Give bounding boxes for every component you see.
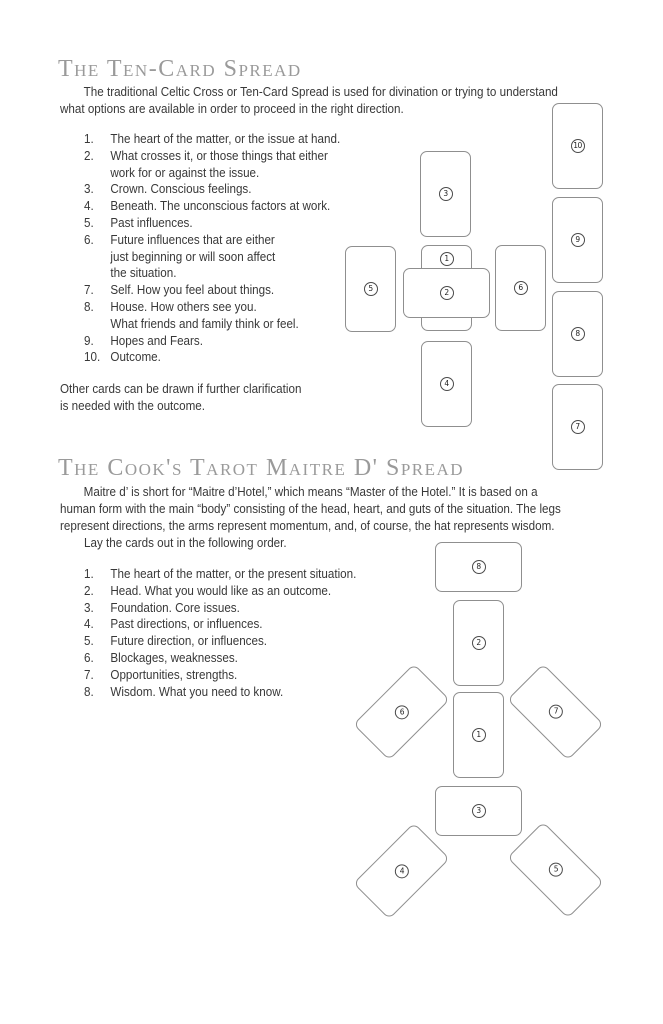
text-line: Wisdom. What you need to know. <box>110 683 284 699</box>
spread2-card-3 <box>435 786 522 836</box>
list-item-number: 6. <box>84 231 94 247</box>
list-item-number: 4. <box>84 198 94 214</box>
text-line: what options are available in order to proceed in the right direction. <box>60 100 404 116</box>
list-item-number: 2. <box>84 582 94 598</box>
text-line: Past directions, or influences. <box>110 616 263 632</box>
text-line: Blockages, weaknesses. <box>110 649 238 665</box>
text-line: Future influences that are either <box>110 231 275 247</box>
card-number-badge: 9 <box>571 233 585 247</box>
card-number-badge: 1 <box>472 728 486 742</box>
text-line: The heart of the matter, or the present situation. <box>110 566 357 581</box>
list-item-number: 9. <box>84 332 94 348</box>
text-line: the situation. <box>110 265 177 281</box>
list-item-number: 4. <box>84 616 94 632</box>
card-number-badge: 8 <box>472 560 486 574</box>
text-line: Self. How you feel about things. <box>110 282 275 298</box>
card-number-badge: 10 <box>571 139 585 153</box>
card-number-badge: 6 <box>395 705 409 719</box>
list-item-number: 6. <box>84 649 94 665</box>
card-number-badge: 3 <box>439 187 453 201</box>
card-number-badge: 5 <box>549 863 563 877</box>
list-item-number: 2. <box>84 147 94 163</box>
text-line: Maitre d’ is short for “Maitre d’Hotel,” which means “Master of the Hotel.” It is based on a <box>83 484 538 499</box>
text-line: Hopes and Fears. <box>110 332 203 348</box>
text-line: What crosses it, or those things that either <box>110 147 328 163</box>
text-line: human form with the main “body” consisting of the head, heart, and guts of the situation. The legs <box>60 500 561 516</box>
list-item-number: 10. <box>84 349 101 365</box>
text-line: Outcome. <box>110 349 161 365</box>
spread2-card-8 <box>435 542 522 592</box>
text-line: The heart of the matter, or the issue at hand. <box>110 131 341 146</box>
text-line: Beneath. The unconscious factors at work. <box>110 198 331 214</box>
spread2-card-6 <box>353 664 450 761</box>
card-number-badge: 4 <box>440 377 454 391</box>
text-line: Opportunities, strengths. <box>110 666 238 682</box>
card-number-badge: 1 <box>440 252 454 266</box>
section2-title: The Cook's Tarot Maitre D' Spread <box>58 455 465 481</box>
text-line: work for or against the issue. <box>110 164 260 180</box>
spread1-card-2 <box>403 268 490 318</box>
card-number-badge: 5 <box>364 282 378 296</box>
text-line: just beginning or will soon affect <box>110 248 276 264</box>
list-item-number: 8. <box>84 298 94 314</box>
list-item-number: 1. <box>84 131 94 146</box>
list-item-number: 8. <box>84 683 94 699</box>
text-line: What friends and family think or feel. <box>110 315 299 331</box>
spread2-card-5 <box>507 822 604 919</box>
spread2-card-1 <box>453 692 504 778</box>
card-number-badge: 7 <box>549 705 563 719</box>
text-line: Lay the cards out in the following order. <box>84 535 287 550</box>
spread2-card-7 <box>507 664 604 761</box>
list-item-number: 1. <box>84 566 94 581</box>
list-item-number: 7. <box>84 282 94 298</box>
text-line: Past influences. <box>110 214 193 230</box>
card-number-badge: 3 <box>472 804 486 818</box>
list-item-number: 3. <box>84 599 94 615</box>
text-line: House. How others see you. <box>110 298 257 314</box>
text-line: Foundation. Core issues. <box>110 599 240 615</box>
text-line: represent directions, the arms represent momentum, and, of course, the hat represents wisdom. <box>60 517 555 533</box>
text-line: Crown. Conscious feelings. <box>110 181 252 197</box>
text-line: Other cards can be drawn if further clarification <box>60 381 302 396</box>
spread2-card-2 <box>453 600 504 686</box>
card-number-badge: 6 <box>514 281 528 295</box>
text-line: Future direction, or influences. <box>110 633 268 649</box>
list-item-number: 5. <box>84 214 94 230</box>
card-number-badge: 7 <box>571 420 585 434</box>
text-line: The traditional Celtic Cross or Ten-Card Spread is used for divination or trying to understand <box>83 84 558 99</box>
list-item-number: 5. <box>84 633 94 649</box>
card-number-badge: 8 <box>571 327 585 341</box>
text-line: is needed with the outcome. <box>60 397 206 413</box>
text-line: Head. What you would like as an outcome. <box>110 582 332 598</box>
section1-title: The Ten-Card Spread <box>58 56 302 82</box>
card-number-badge: 4 <box>395 864 409 878</box>
card-number-badge: 2 <box>440 286 454 300</box>
list-item-number: 3. <box>84 181 94 197</box>
list-item-number: 7. <box>84 666 94 682</box>
spread2-card-4 <box>353 823 450 920</box>
card-number-badge: 2 <box>472 636 486 650</box>
